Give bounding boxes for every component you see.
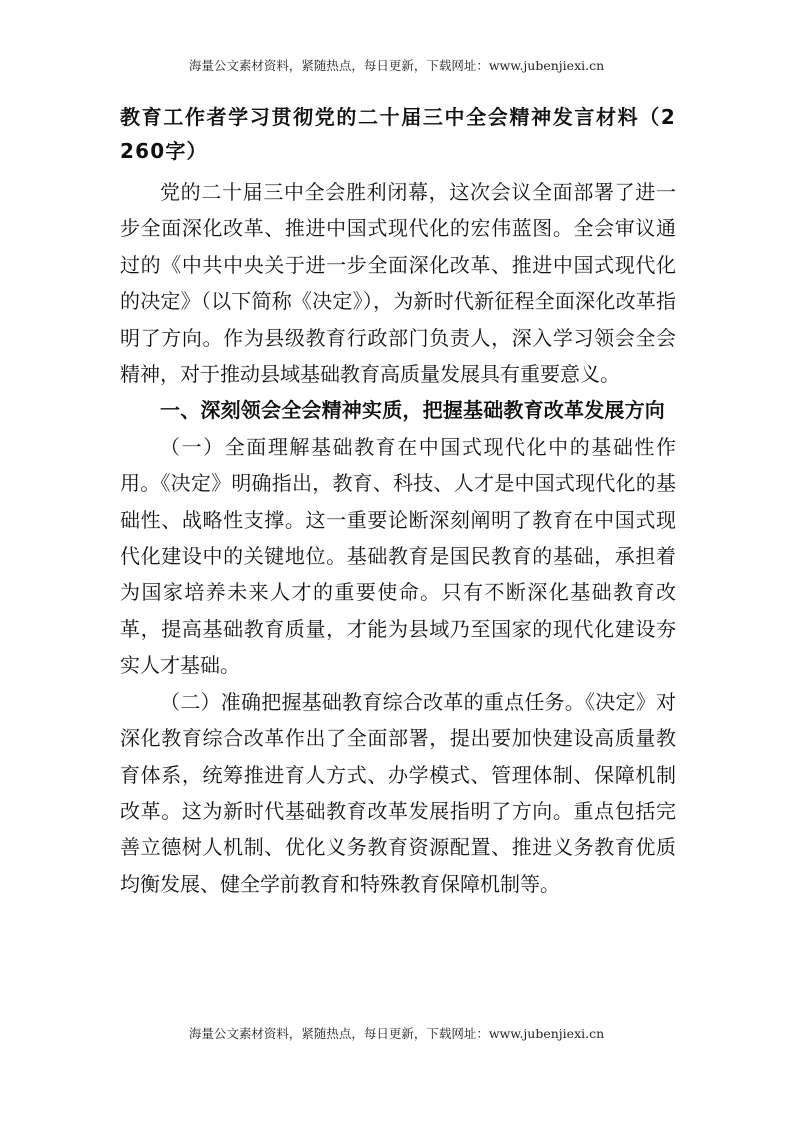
document-body [120,100,676,902]
subsection-paragraph-1: （一）全面理解基础教育在中国式现代化中的基础性作用。《决定》明确指出，教育、科技、人才是中国式现代化的基础性、战略性支撑。这一重要论断深刻阐明了教育在中国式现代化建设中的关键地位。基础教育是国民教育的基础，承担着为国家培养未来人才的重要使命。只有不断深化基础教育改革，提高基础教育质量，才能为县域乃至国家的现代化建设夯实人才基础。 [120,434,676,678]
intro-paragraph: 党的二十届三中全会胜利闭幕，这次会议全面部署了进一步全面深化改革、推进中国式现代化的宏伟蓝图。全会审议通过的《中共中央关于进一步全面深化改革、推进中国式现代化的决定》（以下简称《决定》），为新时代新征程全面深化改革指明了方向。作为县级教育行政部门负责人，深入学习领会全会精神，对于推动县域基础教育高质量发展具有重要意义。 [120,180,676,387]
footer-note: 海量公文素材资料，紧随热点，每日更新，下载网址：www.jubenjiexi.cn [188,1026,605,1041]
header-note: 海量公文素材资料，紧随热点，每日更新，下载网址：www.jubenjiexi.cn [188,58,605,73]
section-heading: 一、深刻领会全会精神实质，把握基础教育改革发展方向 [160,398,665,423]
document-title: 教育工作者学习贯彻党的二十届三中全会精神发言材料（2260字） [120,105,676,163]
subsection-paragraph-2: （二）准确把握基础教育综合改革的重点任务。《决定》对深化教育综合改革作出了全面部署，提出要加快建设高质量教育体系，统筹推进育人方式、办学模式、管理体制、保障机制改革。这为新时代基础教育改革发展指明了方向。重点包括完善立德树人机制、优化义务教育资源配置、推进义务教育优质均衡发展、健全学前教育和特殊教育保障机制等。 [120,689,676,896]
